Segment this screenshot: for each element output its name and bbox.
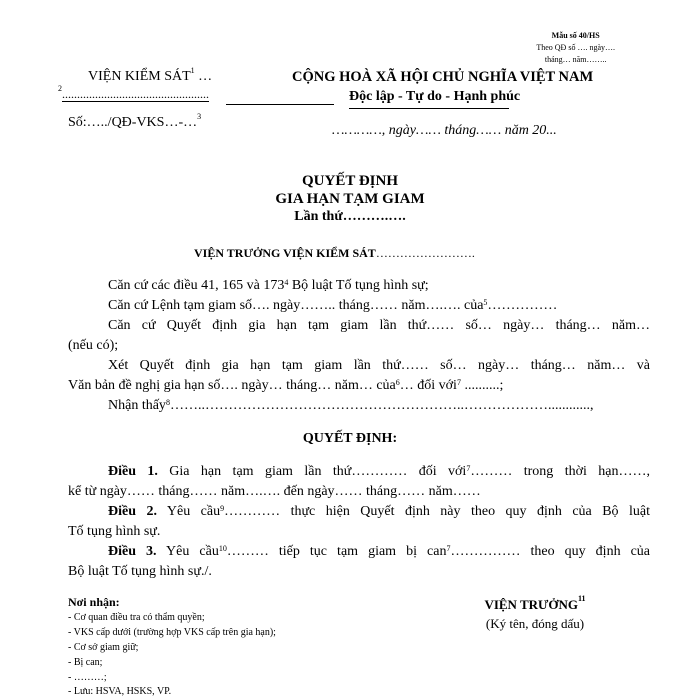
recipient-item: - VKS cấp dưới (trường hợp VKS cấp trên gia hạn); — [68, 627, 276, 638]
header-left-underline — [226, 104, 334, 105]
date-line: …………, ngày…… tháng…… năm 20... — [332, 123, 557, 138]
article-1-cont: kể từ ngày…… tháng…… năm….…. đến ngày…… tháng…… năm…… — [68, 484, 481, 499]
signature-note: (Ký tên, đóng dấu) — [485, 616, 585, 631]
sub-agency: $^2$................................................. — [58, 84, 209, 101]
decision-heading: QUYẾT ĐỊNH: — [302, 431, 398, 446]
republic-name: CỘNG HOÀ XÃ HỘI CHỦ NGHĨA VIỆT NAM — [292, 69, 594, 85]
recipients-title: Nơi nhận: — [68, 595, 120, 609]
agency-name: VIỆN KIỂM SÁT$^1$ … — [88, 66, 213, 84]
form-number-line1: Mẫu số 40/HS — [551, 31, 600, 40]
basis-4-cont: Văn bản đề nghị gia hạn số…. ngày… tháng… năm… của$^6$… đối với$^7$ ..........; — [68, 378, 504, 393]
article-3-cont: Bộ luật Tố tụng hình sự./. — [68, 564, 212, 579]
doc-title: QUYẾT ĐỊNH — [302, 173, 398, 189]
recipient-item: - Lưu: HSVA, HSKS, VP. — [68, 686, 172, 697]
articles — [68, 462, 650, 582]
form-number-line3: tháng… năm…….. — [544, 55, 607, 64]
signature-title: VIỆN TRƯỞNG$^{11}$ — [484, 594, 586, 612]
issuing-authority: VIỆN TRƯỞNG VIỆN KIỂM SÁT……………………. — [194, 246, 475, 260]
recipient-item: - Bị can; — [68, 657, 103, 668]
motto-underline — [349, 108, 509, 109]
document-number: Số:…../QĐ-VKS…-…$^3$ — [68, 112, 202, 130]
recipient-item: - ………; — [68, 672, 107, 683]
basis-2: Căn cứ Lệnh tạm giam số…. ngày…….. tháng…… năm….…. của$^5$…………… — [108, 298, 558, 313]
article-1: Điều 1. Gia hạn tạm giam lần thứ………… đối với$^7$……… trong thời hạn……, — [108, 464, 650, 479]
basis-3-cont: (nếu có); — [68, 338, 119, 353]
basis-1: Căn cứ các điều 41, 165 và $173^4$ Bộ luật Tố tụng hình sự; — [108, 278, 429, 293]
doc-iteration: Lần thứ……….…. — [294, 209, 406, 224]
form-number-line2: Theo QĐ số …. ngày…. — [536, 43, 615, 52]
basis-3: Căn cứ Quyết định gia hạn tạm giam lần thứ…… số… ngày… tháng… năm… — [108, 318, 650, 333]
national-motto: Độc lập - Tự do - Hạnh phúc — [349, 89, 521, 104]
recipient-item: - Cơ sở giam giữ; — [68, 642, 139, 653]
doc-subtitle: GIA HẠN TẠM GIAM — [275, 191, 425, 207]
basis-4: Xét Quyết định gia hạn tạm giam lần thứ…… số… ngày… tháng… năm… và — [108, 358, 650, 373]
form-number — [536, 30, 615, 66]
article-3: Điều 3. Yêu cầu$^{10}$……… tiếp tục tạm giam bị can$^7$…………… theo quy định của — [108, 544, 651, 559]
article-2-cont: Tố tụng hình sự. — [68, 524, 161, 539]
recipient-item: - Cơ quan điều tra có thẩm quyền; — [68, 612, 205, 623]
basis-5: Nhận thấy$^8$……..………………………………………………..………………............, — [108, 398, 594, 413]
article-2: Điều 2. Yêu cầu$^9$………… thực hiện Quyết định này theo quy định của Bộ luật — [108, 504, 651, 519]
legal-bases — [68, 276, 650, 416]
